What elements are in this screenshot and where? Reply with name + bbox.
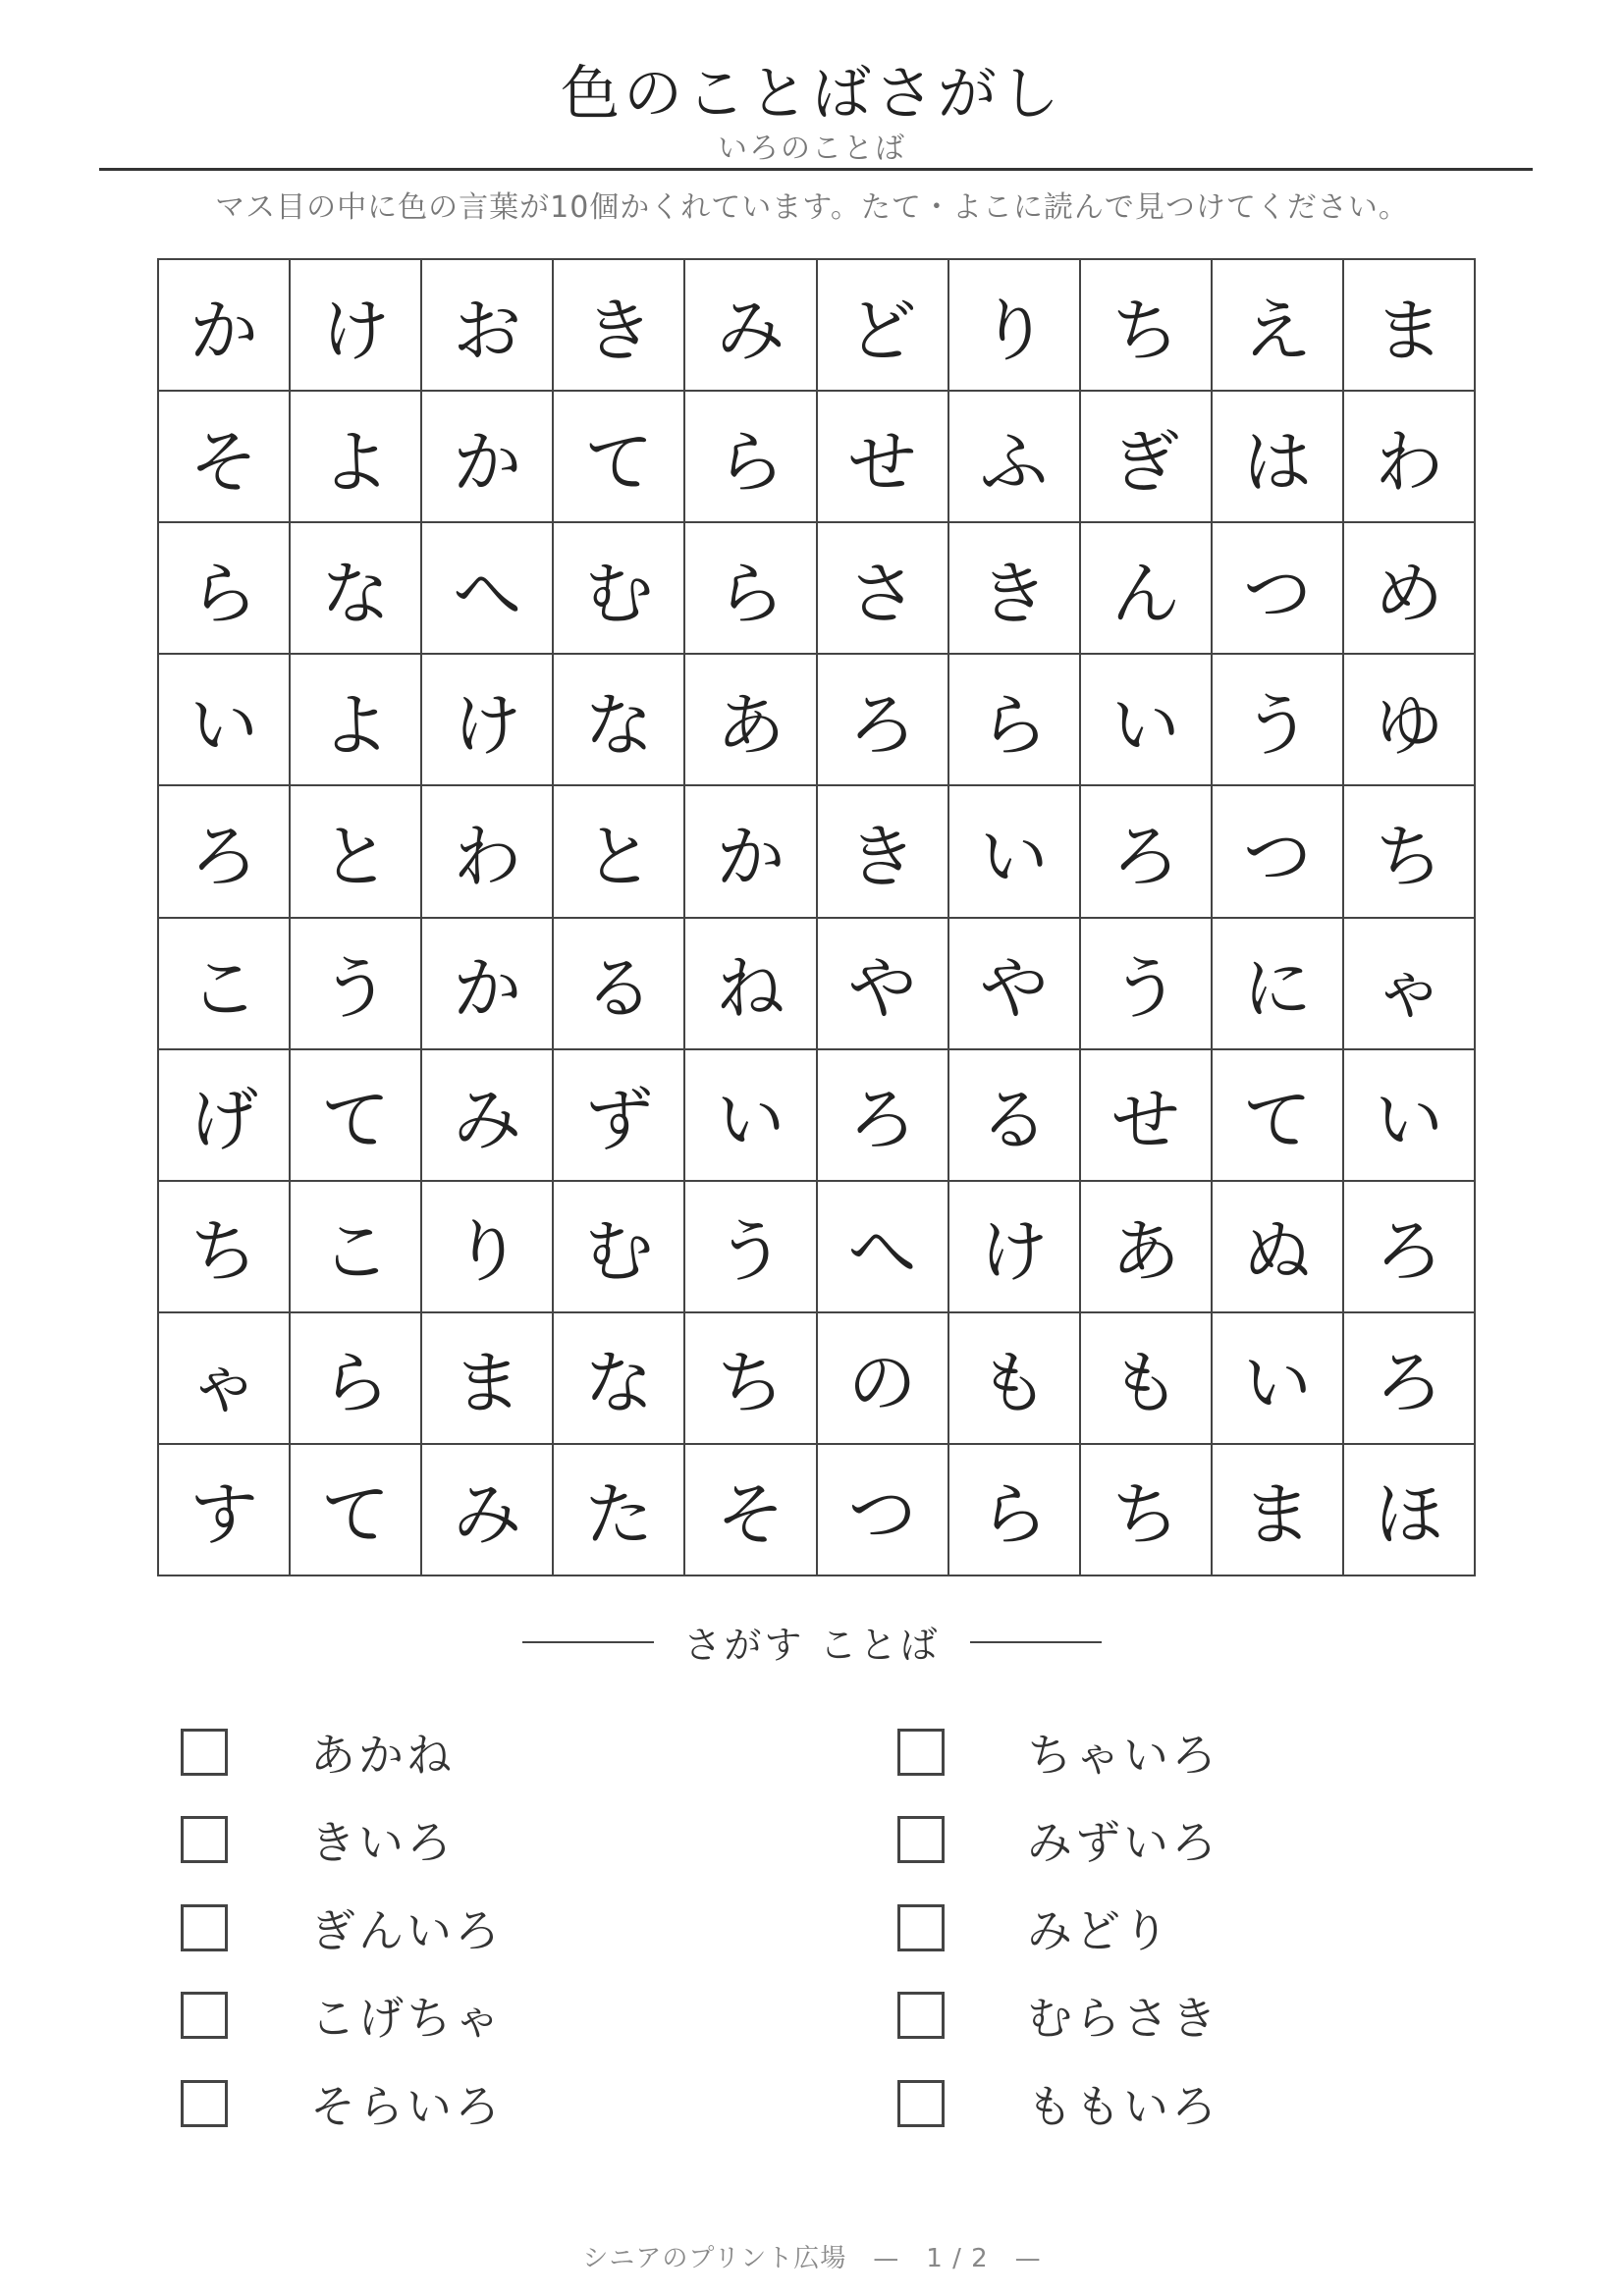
grid-cell[interactable]: せ: [818, 392, 949, 523]
word-checkbox[interactable]: [181, 1729, 228, 1776]
grid-cell[interactable]: る: [949, 1050, 1081, 1182]
title-divider: [99, 168, 1533, 171]
grid-cell[interactable]: ず: [554, 1050, 685, 1182]
word-checkbox[interactable]: [181, 1904, 228, 1951]
word-item: [181, 2059, 770, 2148]
grid-cell[interactable]: か: [422, 392, 554, 523]
grid-cell[interactable]: ゆ: [1344, 655, 1476, 786]
grid-cell[interactable]: ら: [291, 1313, 422, 1445]
word-checkbox[interactable]: [897, 2080, 945, 2127]
grid-cell[interactable]: み: [422, 1445, 554, 1576]
grid-cell[interactable]: ら: [685, 523, 817, 655]
grid-cell[interactable]: う: [1213, 655, 1344, 786]
grid-cell[interactable]: り: [949, 260, 1081, 392]
grid-cell[interactable]: て: [291, 1050, 422, 1182]
page-footer: シニアのプリント広場 — 1 / 2 —: [582, 2244, 1042, 2273]
page-title: 色のことばさがし: [561, 60, 1063, 129]
grid-cell[interactable]: ん: [1081, 523, 1213, 655]
grid-cell[interactable]: こ: [159, 919, 291, 1050]
grid-cell[interactable]: せ: [1081, 1050, 1213, 1182]
grid-cell[interactable]: め: [1344, 523, 1476, 655]
grid-cell[interactable]: か: [422, 919, 554, 1050]
word-label: むらさき: [1027, 1992, 1219, 2046]
grid-cell[interactable]: そ: [159, 392, 291, 523]
heading-line-left: [522, 1641, 654, 1643]
grid-cell[interactable]: む: [554, 523, 685, 655]
grid-cell[interactable]: な: [554, 1313, 685, 1445]
grid-cell[interactable]: ま: [422, 1313, 554, 1445]
grid-cell[interactable]: こ: [291, 1182, 422, 1313]
grid-cell[interactable]: ね: [685, 919, 817, 1050]
grid-cell[interactable]: た: [554, 1445, 685, 1576]
word-list-left-column: [181, 1708, 770, 2148]
grid-cell[interactable]: り: [422, 1182, 554, 1313]
word-checkbox[interactable]: [897, 1816, 945, 1863]
grid-cell[interactable]: ら: [159, 523, 291, 655]
word-item: [181, 1972, 770, 2060]
grid-cell[interactable]: ど: [818, 260, 949, 392]
word-label: こげちゃ: [310, 1992, 503, 2046]
word-item: [897, 1708, 1487, 1796]
grid-cell[interactable]: あ: [1081, 1182, 1213, 1313]
grid-cell[interactable]: ろ: [818, 1050, 949, 1182]
grid-cell[interactable]: ふ: [949, 392, 1081, 523]
grid-cell[interactable]: う: [1081, 919, 1213, 1050]
grid-cell[interactable]: ろ: [1344, 1313, 1476, 1445]
grid-cell[interactable]: て: [291, 1445, 422, 1576]
grid-cell[interactable]: む: [554, 1182, 685, 1313]
grid-cell[interactable]: と: [554, 786, 685, 918]
word-item: [181, 1796, 770, 1885]
grid-cell[interactable]: か: [685, 786, 817, 918]
grid-cell[interactable]: よ: [291, 655, 422, 786]
grid-cell[interactable]: も: [1081, 1313, 1213, 1445]
grid-cell[interactable]: つ: [818, 1445, 949, 1576]
word-item: [897, 2059, 1487, 2148]
grid-cell[interactable]: な: [554, 655, 685, 786]
grid-cell[interactable]: ほ: [1344, 1445, 1476, 1576]
grid-cell[interactable]: い: [685, 1050, 817, 1182]
word-checkbox[interactable]: [897, 1904, 945, 1951]
grid-cell[interactable]: う: [685, 1182, 817, 1313]
word-label: きいろ: [310, 1816, 455, 1870]
word-list-right-column: [897, 1708, 1487, 2148]
word-label: ちゃいろ: [1027, 1728, 1219, 1782]
instructions-text: マス目の中に色の言葉が10個かくれています。たて・よこに読んで見つけてください。: [215, 190, 1409, 225]
grid-cell[interactable]: は: [1213, 392, 1344, 523]
word-label: ぎんいろ: [310, 1903, 503, 1957]
grid-cell[interactable]: け: [422, 655, 554, 786]
grid-cell[interactable]: ま: [1213, 1445, 1344, 1576]
grid-cell[interactable]: て: [554, 392, 685, 523]
grid-cell[interactable]: え: [1213, 260, 1344, 392]
word-list: [181, 1708, 1477, 2150]
grid-cell[interactable]: き: [818, 786, 949, 918]
word-item: [181, 1708, 770, 1796]
grid-cell[interactable]: そ: [685, 1445, 817, 1576]
grid-cell[interactable]: つ: [1213, 786, 1344, 918]
word-label: ももいろ: [1027, 2079, 1219, 2133]
word-checkbox[interactable]: [897, 1729, 945, 1776]
grid-cell[interactable]: へ: [818, 1182, 949, 1313]
word-item: [897, 1796, 1487, 1885]
grid-cell[interactable]: ろ: [1344, 1182, 1476, 1313]
grid-cell[interactable]: み: [685, 260, 817, 392]
grid-cell[interactable]: す: [159, 1445, 291, 1576]
grid-cell[interactable]: ゃ: [1344, 919, 1476, 1050]
grid-cell[interactable]: な: [291, 523, 422, 655]
grid-cell[interactable]: ち: [1081, 1445, 1213, 1576]
grid-cell[interactable]: ろ: [818, 655, 949, 786]
grid-cell[interactable]: ち: [685, 1313, 817, 1445]
word-label: みずいろ: [1027, 1816, 1219, 1870]
word-checkbox[interactable]: [181, 2080, 228, 2127]
grid-cell[interactable]: い: [159, 655, 291, 786]
grid-cell[interactable]: ぬ: [1213, 1182, 1344, 1313]
heading-line-right: [970, 1641, 1102, 1643]
word-checkbox[interactable]: [897, 1992, 945, 2039]
grid-cell[interactable]: と: [291, 786, 422, 918]
grid-cell[interactable]: か: [159, 260, 291, 392]
grid-cell[interactable]: わ: [1344, 392, 1476, 523]
grid-cell[interactable]: い: [949, 786, 1081, 918]
grid-cell[interactable]: い: [1344, 1050, 1476, 1182]
grid-cell[interactable]: に: [1213, 919, 1344, 1050]
grid-cell[interactable]: や: [818, 919, 949, 1050]
word-item: [897, 1972, 1487, 2060]
grid-cell[interactable]: き: [554, 260, 685, 392]
word-checkbox[interactable]: [181, 1992, 228, 2039]
word-label: そらいろ: [310, 2079, 503, 2133]
grid-cell[interactable]: け: [291, 260, 422, 392]
grid-cell[interactable]: ま: [1344, 260, 1476, 392]
grid-cell[interactable]: つ: [1213, 523, 1344, 655]
grid-cell[interactable]: ち: [1081, 260, 1213, 392]
grid-cell[interactable]: け: [949, 1182, 1081, 1313]
grid-cell[interactable]: ち: [1344, 786, 1476, 918]
word-item: [181, 1884, 770, 1972]
grid-cell[interactable]: ら: [949, 1445, 1081, 1576]
word-item: [897, 1884, 1487, 1972]
grid-cell[interactable]: ろ: [1081, 786, 1213, 918]
word-label: あかね: [310, 1728, 455, 1782]
word-list-heading: [0, 1615, 1624, 1669]
grid-cell[interactable]: い: [1213, 1313, 1344, 1445]
grid-cell[interactable]: ち: [159, 1182, 291, 1313]
grid-cell[interactable]: き: [949, 523, 1081, 655]
grid-cell[interactable]: ろ: [159, 786, 291, 918]
grid-cell[interactable]: へ: [422, 523, 554, 655]
word-checkbox[interactable]: [181, 1816, 228, 1863]
word-label: みどり: [1027, 1903, 1171, 1957]
grid-cell[interactable]: お: [422, 260, 554, 392]
grid-cell[interactable]: ゃ: [159, 1313, 291, 1445]
grid-cell[interactable]: ら: [949, 655, 1081, 786]
grid-cell[interactable]: も: [949, 1313, 1081, 1445]
grid-cell[interactable]: て: [1213, 1050, 1344, 1182]
grid-cell[interactable]: よ: [291, 392, 422, 523]
grid-cell[interactable]: や: [949, 919, 1081, 1050]
grid-cell[interactable]: の: [818, 1313, 949, 1445]
word-search-grid: [157, 258, 1476, 1576]
grid-cell[interactable]: あ: [685, 655, 817, 786]
word-list-heading-text: さがす ことば: [683, 1624, 941, 1667]
grid-cell[interactable]: い: [1081, 655, 1213, 786]
grid-cell[interactable]: う: [291, 919, 422, 1050]
page-subtitle: いろのことば: [718, 132, 906, 166]
grid-cell[interactable]: わ: [422, 786, 554, 918]
grid-cell[interactable]: る: [554, 919, 685, 1050]
grid-cell[interactable]: さ: [818, 523, 949, 655]
grid-cell[interactable]: げ: [159, 1050, 291, 1182]
grid-cell[interactable]: み: [422, 1050, 554, 1182]
grid-cell[interactable]: ぎ: [1081, 392, 1213, 523]
grid-cell[interactable]: ら: [685, 392, 817, 523]
